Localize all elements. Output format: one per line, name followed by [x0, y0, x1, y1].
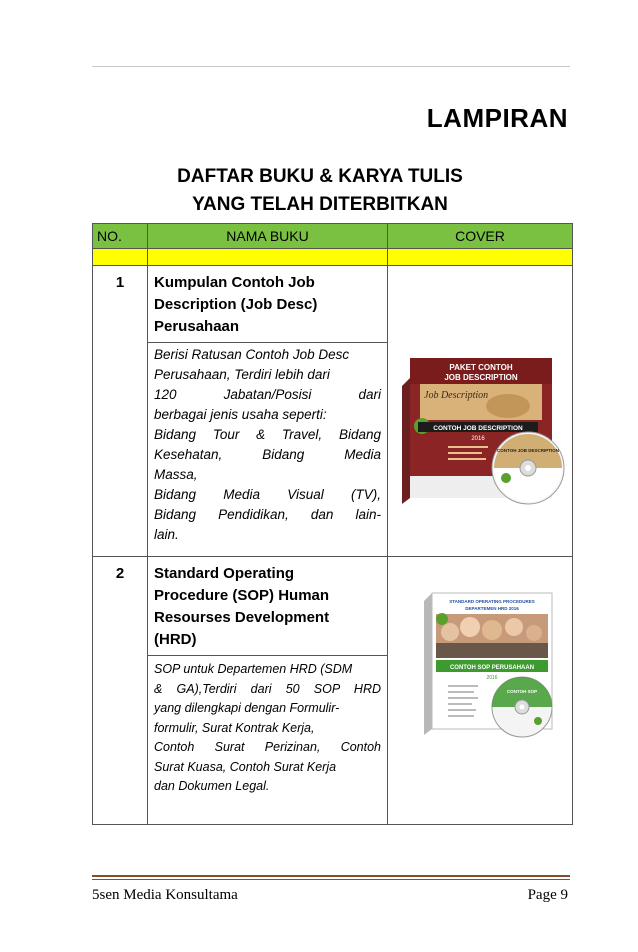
- cover-top-text-2: DEPARTEMEN HRD 2016: [465, 606, 519, 611]
- footer-rule-thin: [92, 879, 570, 880]
- cd-text: CONTOH JOB DESCRIPTION: [497, 448, 559, 453]
- book-cell: [148, 266, 388, 557]
- row-number: 1: [93, 266, 148, 557]
- footer-publisher: 5sen Media Konsultama: [92, 887, 238, 903]
- cover-title-2: JOB DESCRIPTION: [444, 373, 518, 382]
- yellow-spacer-row: [93, 249, 573, 266]
- book-cell: [148, 557, 388, 825]
- table-header-row: [93, 224, 573, 249]
- header-cover: COVER: [388, 224, 573, 249]
- row-number: 2: [93, 557, 148, 825]
- book-title: Kumpulan Contoh Job Description (Job Desc) Perusahaan: [154, 274, 318, 335]
- footer-rule: [92, 875, 570, 877]
- sop-cover-image: [388, 557, 573, 819]
- cd-text: CONTOH SOP: [506, 689, 538, 694]
- book-title: Standard Operating Procedure (SOP) Human Resourses Development (HRD): [154, 565, 330, 648]
- page-heading: LAMPIRAN: [426, 103, 568, 133]
- cover-year: 2016: [471, 436, 485, 442]
- footer-page-number: Page 9: [527, 887, 568, 903]
- cover-cell: [388, 557, 573, 825]
- table-row: [93, 266, 573, 557]
- book-description: SOP untuk Departemen HRD (SDM & GA),Terdiri dari 50 SOP HRD yang dilengkapi dengan Formulir- formulir, Surat Kontrak Kerja, Contoh Surat Perizinan, Contoh Surat Kuasa, Contoh Surat Kerja dan Dokumen Legal.: [148, 655, 387, 799]
- cover-script-text: Job Description: [424, 390, 489, 401]
- cover-banner: CONTOH SOP PERUSAHAAN: [449, 665, 535, 671]
- book-table: [92, 223, 573, 825]
- subtitle-line-2: YANG TELAH DITERBITKAN: [192, 194, 448, 215]
- header-no: NO.: [93, 224, 148, 249]
- cover-top-text-1: STANDARD OPERATING PROCEDURES: [449, 599, 535, 604]
- cover-title-1: PAKET CONTOH: [449, 363, 513, 372]
- cover-cell: [388, 266, 573, 557]
- table-row: [93, 557, 573, 825]
- book-description: Berisi Ratusan Contoh Job Desc Perusahaan, Terdiri lebih dari 120 Jabatan/Posisi dari berbagai jenis usaha seperti: Bidang Tour & Travel, Bidang Kesehatan, Bidang Media Massa, Bidang Media Visual (TV), Bidang Pendidikan, dan lain- lain.: [148, 342, 387, 547]
- job-description-cover-image: [388, 266, 573, 551]
- header-name: NAMA BUKU: [148, 224, 388, 249]
- cover-banner: CONTOH JOB DESCRIPTION: [433, 425, 523, 432]
- cover-year: 2016: [486, 675, 498, 681]
- subtitle-line-1: DAFTAR BUKU & KARYA TULIS: [177, 166, 463, 187]
- top-rule: [92, 66, 570, 67]
